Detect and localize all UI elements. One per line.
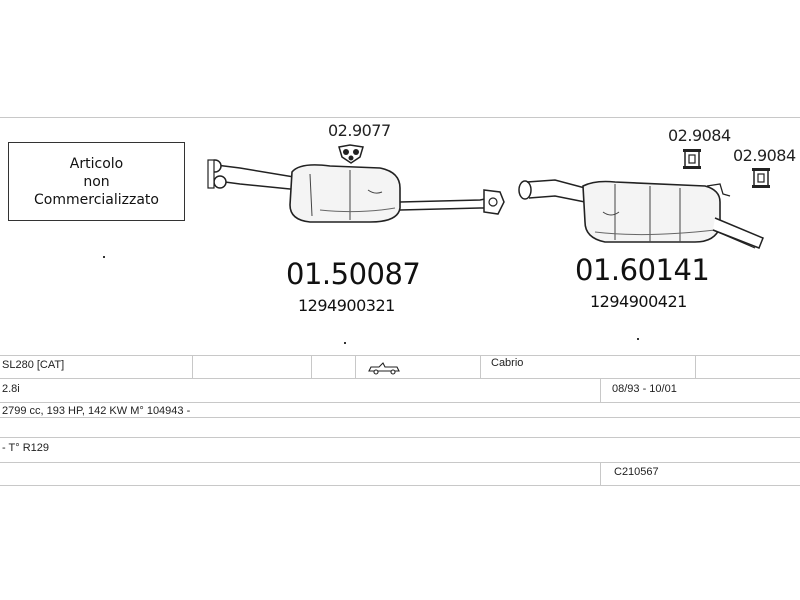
table-divider — [311, 355, 312, 378]
oem-number-front: 1294900321 — [298, 296, 395, 315]
not-available-line-3: Commercializzato — [34, 191, 159, 208]
table-line — [0, 355, 800, 356]
table-line — [0, 378, 800, 379]
front-muffler-drawing — [200, 150, 510, 240]
not-available-box — [8, 142, 185, 221]
table-line — [0, 437, 800, 438]
vehicle-model: SL280 [CAT] — [2, 359, 65, 371]
not-available-line-2: non — [83, 173, 110, 190]
vehicle-type: - T° R129 — [2, 442, 49, 454]
oem-number-rear: 1294900421 — [590, 292, 687, 311]
table-line — [0, 462, 800, 463]
accessory-code-1: 02.9077 — [328, 121, 391, 140]
table-line — [0, 402, 800, 403]
body-type: Cabrio — [491, 357, 524, 369]
marker-dot — [103, 256, 105, 258]
engine-specs: 2799 cc, 193 HP, 142 KW M° 104943 - — [2, 405, 191, 417]
table-divider — [600, 378, 601, 402]
table-divider — [600, 462, 601, 485]
frame-top-line — [0, 117, 800, 118]
marker-dot — [344, 342, 346, 344]
accessory-code-3: 02.9084 — [733, 146, 796, 165]
table-divider — [480, 355, 481, 378]
engine: 2.8i — [2, 383, 20, 395]
catalog-code: C210567 — [614, 466, 659, 478]
table-divider — [192, 355, 193, 378]
table-divider — [695, 355, 696, 378]
table-line — [0, 485, 800, 486]
part-number-front: 01.50087 — [286, 257, 421, 291]
convertible-car-icon — [367, 361, 401, 375]
not-available-line-1: Articolo — [69, 155, 124, 172]
table-divider — [355, 355, 356, 378]
table-line — [0, 417, 800, 418]
accessory-code-2: 02.9084 — [668, 126, 731, 145]
marker-dot — [637, 338, 639, 340]
rubber-mount-icon — [682, 148, 702, 170]
production-years: 08/93 - 10/01 — [612, 383, 677, 395]
part-number-rear: 01.60141 — [575, 253, 710, 287]
